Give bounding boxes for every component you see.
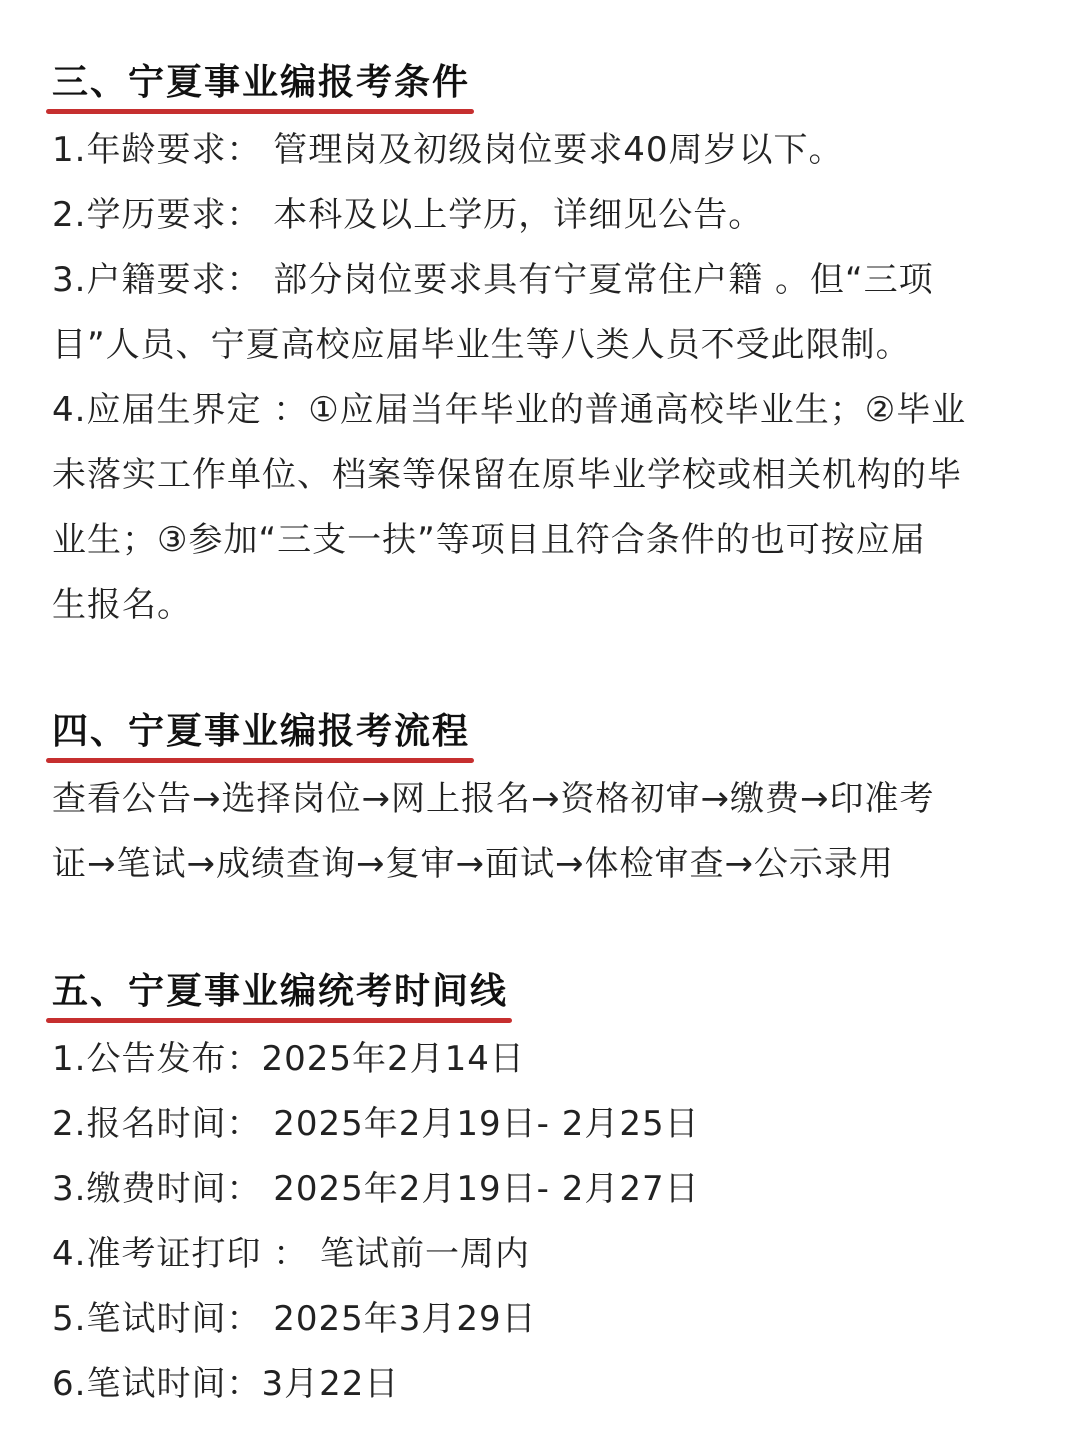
section-5-underline <box>46 1018 512 1023</box>
section-5-line: 3.缴费时间： 2025年2月19日- 2月27日 <box>52 1169 700 1209</box>
section-3-heading <box>52 58 470 112</box>
section-3-line: 目”人员、宁夏高校应届毕业生等八类人员不受此限制。 <box>52 325 911 365</box>
section-5-heading-text: 五、宁夏事业编统考时间线 <box>52 971 509 1012</box>
section-3-underline <box>46 109 474 114</box>
section-3-heading-text: 三、宁夏事业编报考条件 <box>52 62 471 103</box>
section-5 <box>52 967 508 1027</box>
section-4-body <box>52 767 1037 897</box>
section-3-line: 生报名。 <box>52 585 192 625</box>
section-3-line: 业生；③参加“三支一扶”等项目且符合条件的也可按应届 <box>52 520 926 560</box>
section-4-heading <box>52 707 470 761</box>
section-4-underline <box>46 758 474 763</box>
section-3-body <box>52 118 1037 638</box>
section-5-heading <box>52 967 508 1021</box>
section-3-line: 2.学历要求： 本科及以上学历，详细见公告。 <box>52 195 764 235</box>
section-5-line: 1.公告发布：2025年2月14日 <box>52 1039 525 1079</box>
section-3-line: 未落实工作单位、档案等保留在原毕业学校或相关机构的毕 <box>52 455 962 495</box>
section-3-line: 3.户籍要求： 部分岗位要求具有宁夏常住户籍 。但“三项 <box>52 260 934 300</box>
section-4-line: 证→笔试→成绩查询→复审→面试→体检审查→公示录用 <box>52 844 894 884</box>
section-5-body <box>52 1027 1037 1417</box>
section-4-line: 查看公告→选择岗位→网上报名→资格初审→缴费→印准考 <box>52 779 935 819</box>
section-3-line: 1.年龄要求： 管理岗及初级岗位要求40周岁以下。 <box>52 130 844 170</box>
section-5-line: 2.报名时间： 2025年2月19日- 2月25日 <box>52 1104 700 1144</box>
section-5-line: 5.笔试时间： 2025年3月29日 <box>52 1299 537 1339</box>
section-3 <box>52 58 470 118</box>
section-5-line: 6.笔试时间：3月22日 <box>52 1364 400 1404</box>
section-4 <box>52 707 470 767</box>
section-5-line: 4.准考证打印 ： 笔试前一周内 <box>52 1234 531 1274</box>
section-3-line: 4.应届生界定 ：①应届当年毕业的普通高校毕业生；②毕业 <box>52 390 967 430</box>
section-4-heading-text: 四、宁夏事业编报考流程 <box>52 711 471 752</box>
